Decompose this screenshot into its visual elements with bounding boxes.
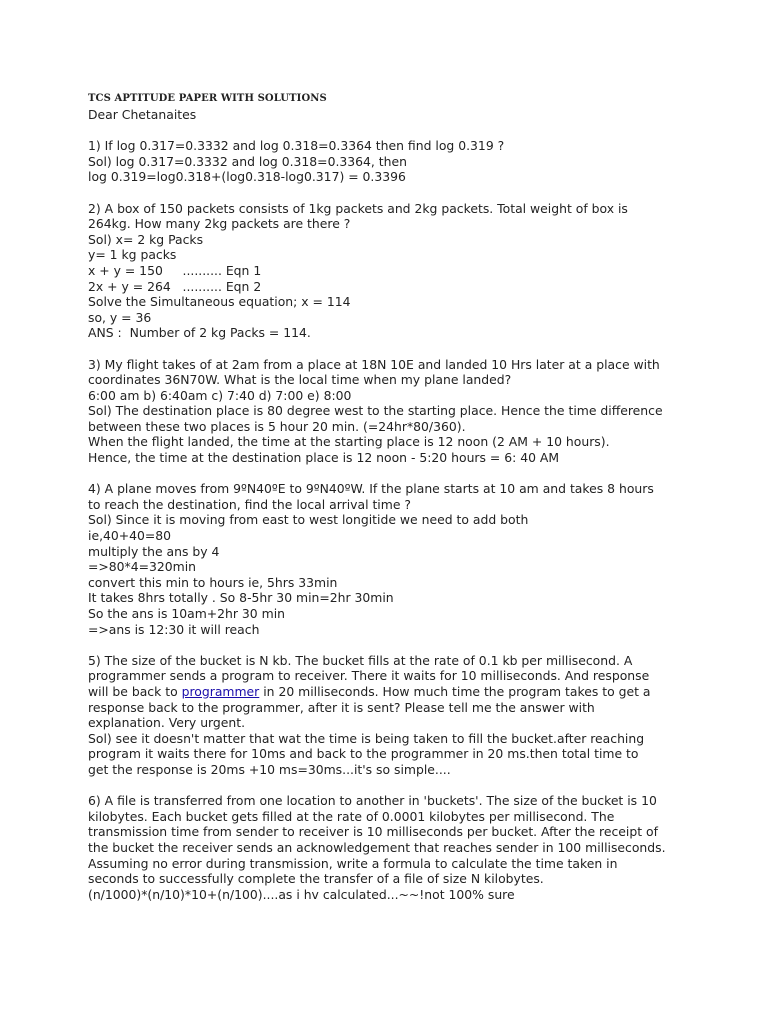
question-line-with-link [88, 684, 688, 700]
line-text-after-link: in 20 milliseconds. How much time the program takes to get a [259, 683, 651, 699]
question-line: It takes 8hrs totally . So 8-5hr 30 min=2hr 30min [88, 590, 394, 606]
document-page [88, 93, 688, 902]
question-line: 6:00 am b) 6:40am c) 7:40 d) 7:00 e) 8:00 [88, 387, 352, 403]
question-line: response back to the programmer, after it is sent? Please tell me the answer with [88, 699, 595, 715]
question-line: 2) A box of 150 packets consists of 1kg packets and 2kg packets. Total weight of box is [88, 200, 628, 216]
salutation: Dear Chetanaites [88, 107, 197, 122]
question-line: seconds to successfully complete the transfer of a file of size N kilobytes. [88, 871, 544, 887]
question-line: 2x + y = 264 .......... Eqn 2 [88, 278, 262, 294]
question-line: the bucket the receiver sends an acknowledgement that reaches sender in 100 milliseconds. [88, 839, 666, 855]
question-line: explanation. Very urgent. [88, 715, 246, 731]
question-3 [88, 357, 688, 466]
question-line: Assuming no error during transmission, write a formula to calculate the time taken in [88, 855, 618, 871]
question-line: Sol) Since it is moving from east to west longitide we need to add both [88, 512, 529, 528]
question-line: 5) The size of the bucket is N kb. The bucket fills at the rate of 0.1 kb per millisecond. A [88, 652, 633, 668]
question-line: ANS : Number of 2 kg Packs = 114. [88, 325, 311, 341]
question-line: coordinates 36N70W. What is the local time when my plane landed? [88, 372, 512, 388]
question-line: When the flight landed, the time at the starting place is 12 noon (2 AM + 10 hours). [88, 434, 610, 450]
question-line: multiply the ans by 4 [88, 543, 220, 559]
question-line: kilobytes. Each bucket gets filled at the rate of 0.0001 kilobytes per millisecond. The [88, 808, 615, 824]
question-line: x + y = 150 .......... Eqn 1 [88, 262, 262, 278]
question-line: y= 1 kg packs [88, 247, 177, 263]
question-5 [88, 653, 688, 778]
question-line: =>80*4=320min [88, 559, 197, 575]
question-line: Sol) The destination place is 80 degree west to the starting place. Hence the time difference [88, 403, 663, 419]
question-line: Sol) see it doesn't matter that wat the time is being taken to fill the bucket.after reaching [88, 730, 645, 746]
question-line: =>ans is 12:30 it will reach [88, 621, 260, 637]
question-line: Sol) log 0.317=0.3332 and log 0.318=0.3364, then [88, 153, 407, 169]
question-1 [88, 138, 688, 185]
question-line: Solve the Simultaneous equation; x = 114 [88, 294, 351, 310]
question-line: so, y = 36 [88, 309, 152, 325]
question-line: programmer sends a program to receiver. There it waits for 10 milliseconds. And response [88, 668, 650, 684]
question-2 [88, 201, 688, 341]
programmer-link[interactable]: programmer [181, 683, 260, 699]
question-line: Sol) x= 2 kg Packs [88, 231, 204, 247]
question-line: (n/1000)*(n/10)*10+(n/100)....as i hv calculated...~~!not 100% sure [88, 886, 515, 902]
question-line: ie,40+40=80 [88, 528, 172, 544]
question-line: 264kg. How many 2kg packets are there ? [88, 216, 351, 232]
document-title: TCS APTITUDE PAPER WITH SOLUTIONS [88, 93, 327, 104]
line-text-before-link: will be back to [88, 683, 182, 699]
question-line: log 0.319=log0.318+(log0.318-log0.317) = 0.3396 [88, 169, 406, 185]
question-line: So the ans is 10am+2hr 30 min [88, 606, 285, 621]
question-line: program it waits there for 10ms and back to the programmer in 20 ms.then total time to [88, 746, 639, 762]
question-6 [88, 793, 688, 902]
question-line: to reach the destination, find the local arrival time ? [88, 496, 411, 512]
question-line: 3) My flight takes of at 2am from a place at 18N 10E and landed 10 Hrs later at a place with [88, 356, 660, 372]
question-line: Hence, the time at the destination place is 12 noon - 5:20 hours = 6: 40 AM [88, 450, 560, 466]
question-line: convert this min to hours ie, 5hrs 33min [88, 574, 338, 590]
question-4 [88, 481, 688, 637]
question-line: get the response is 20ms +10 ms=30ms...it's so simple.... [88, 761, 451, 777]
question-line: between these two places is 5 hour 20 min. (=24hr*80/360). [88, 418, 466, 434]
question-line: 6) A file is transferred from one location to another in 'buckets'. The size of the bucket is 10 [88, 793, 657, 809]
question-line: transmission time from sender to receiver is 10 milliseconds per bucket. After the receipt of [88, 824, 658, 840]
question-line: 1) If log 0.317=0.3332 and log 0.318=0.3364 then find log 0.319 ? [88, 138, 505, 154]
question-line: 4) A plane moves from 9ºN40ºE to 9ºN40ºW. If the plane starts at 10 am and takes 8 hours [88, 481, 654, 497]
